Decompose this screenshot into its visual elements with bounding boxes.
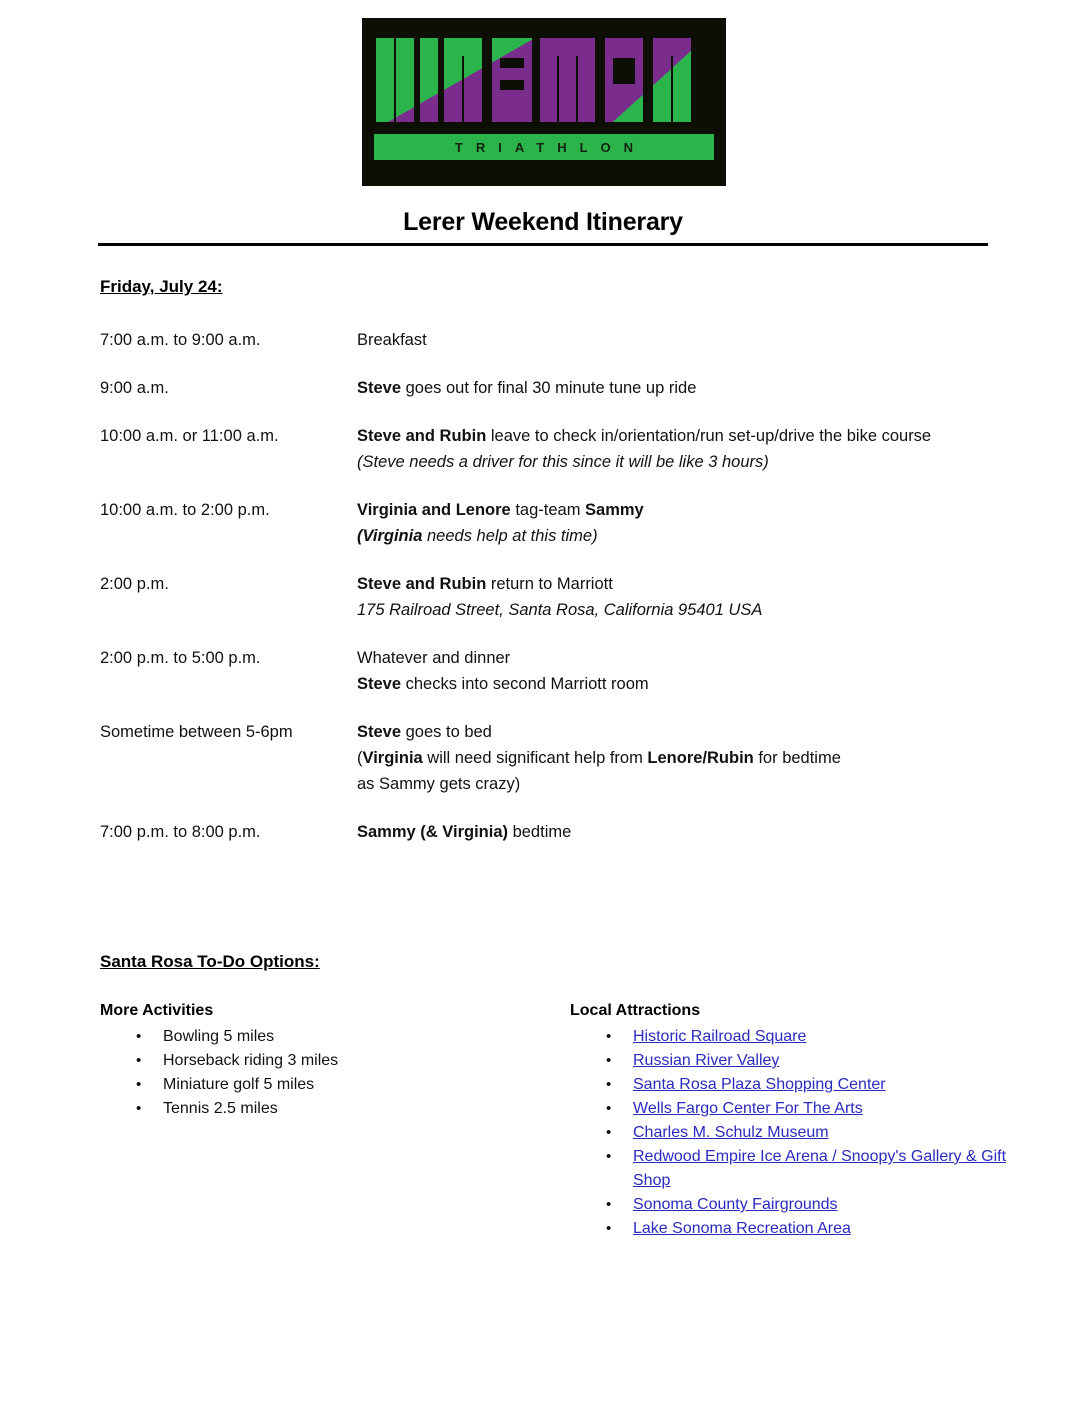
schedule-row — [100, 423, 1040, 475]
schedule-description-line — [357, 449, 1040, 475]
text-segment: Breakfast — [357, 331, 427, 349]
schedule-description — [357, 497, 1040, 549]
attraction-link[interactable]: Wells Fargo Center For The Arts — [633, 1100, 863, 1117]
schedule-description — [357, 327, 1040, 353]
text-segment: Steve — [357, 675, 402, 693]
schedule-row — [100, 497, 1040, 549]
attraction-link[interactable]: Russian River Valley — [633, 1052, 780, 1069]
schedule-description — [357, 423, 1040, 475]
schedule-description-line — [357, 597, 1040, 623]
text-segment: Virginia and Lenore — [357, 501, 511, 519]
title-divider — [98, 243, 988, 246]
logo-background — [362, 18, 726, 186]
attraction-link[interactable]: Santa Rosa Plaza Shopping Center — [633, 1076, 886, 1093]
schedule-row — [100, 327, 1040, 353]
schedule-time: 10:00 a.m. to 2:00 p.m. — [100, 501, 270, 519]
schedule-description-line — [357, 671, 1040, 697]
list-item[interactable] — [570, 1025, 1040, 1049]
section-heading-friday: Friday, July 24: — [100, 277, 223, 296]
schedule-description — [357, 375, 1040, 401]
text-segment: Virginia — [362, 749, 423, 767]
schedule-description — [357, 719, 1040, 797]
text-segment: Sammy (& Virginia) — [357, 823, 508, 841]
todo-list — [100, 1025, 570, 1121]
text-segment: goes out for final 30 minute tune up ride — [401, 379, 697, 397]
list-item[interactable] — [570, 1049, 1040, 1073]
todo-list — [570, 1025, 1040, 1241]
text-segment: (Virginia — [357, 527, 423, 545]
text-segment: ( — [357, 749, 363, 767]
schedule-description-line — [357, 745, 1040, 771]
todo-column-title: Local Attractions — [570, 1002, 701, 1019]
logo-wordmark — [374, 30, 714, 130]
attraction-link[interactable]: Historic Railroad Square — [633, 1028, 807, 1045]
text-segment: needs help at this time) — [422, 527, 598, 545]
schedule-time: Sometime between 5-6pm — [100, 723, 293, 741]
schedule-row — [100, 819, 1040, 845]
todo-column — [100, 1002, 570, 1241]
page-title: Lerer Weekend Itinerary — [403, 208, 683, 236]
list-item[interactable] — [570, 1097, 1040, 1121]
attraction-link[interactable]: Lake Sonoma Recreation Area — [633, 1220, 851, 1237]
list-item[interactable] — [570, 1145, 1040, 1193]
schedule-description-line — [357, 375, 1040, 401]
text-segment: Steve and Rubin — [357, 575, 487, 593]
text-segment: Whatever and dinner — [357, 649, 511, 667]
text-segment: (Steve needs a driver for this since it will be like 3 hours) — [357, 453, 769, 471]
schedule-description — [357, 571, 1040, 623]
schedule-time: 2:00 p.m. to 5:00 p.m. — [100, 649, 261, 667]
text-segment: leave to check in/orientation/run set-up/drive the bike course — [486, 427, 932, 445]
text-segment: Steve — [357, 379, 402, 397]
text-segment: checks into second Marriott room — [401, 675, 649, 693]
text-segment: return to Marriott — [486, 575, 613, 593]
schedule-time: 7:00 a.m. to 9:00 a.m. — [100, 331, 261, 349]
schedule-description-line — [357, 423, 1040, 449]
text-segment: Sammy — [585, 501, 644, 519]
text-segment: as Sammy gets crazy) — [357, 775, 521, 793]
schedule-row — [100, 719, 1040, 797]
schedule-time: 10:00 a.m. or 11:00 a.m. — [100, 427, 279, 445]
list-item[interactable] — [570, 1217, 1040, 1241]
schedule-description-line — [357, 327, 1040, 353]
list-item: • Tennis 2.5 miles — [100, 1097, 570, 1121]
attraction-link[interactable]: Sonoma County Fairgrounds — [633, 1196, 838, 1213]
schedule-description-line — [357, 523, 1040, 549]
schedule-time: 9:00 a.m. — [100, 379, 169, 397]
vineman-logo — [362, 18, 726, 186]
schedule-description-line — [357, 497, 1040, 523]
schedule-time: 2:00 p.m. — [100, 575, 169, 593]
schedule-description-line — [357, 819, 1040, 845]
text-segment: goes to bed — [401, 723, 492, 741]
schedule-description — [357, 645, 1040, 697]
text-segment: 175 Railroad Street, Santa Rosa, California 95401 USA — [357, 601, 763, 619]
text-segment: bedtime — [508, 823, 572, 841]
text-segment: for bedtime — [753, 749, 841, 767]
list-item[interactable] — [570, 1121, 1040, 1145]
list-item[interactable] — [570, 1193, 1040, 1217]
logo-subtitle-bar — [374, 134, 714, 160]
schedule-description-line — [357, 571, 1040, 597]
todo-columns — [100, 1002, 1040, 1241]
logo-subtitle-text: TRIATHLON — [454, 139, 647, 155]
attraction-link[interactable]: Charles M. Schulz Museum — [633, 1124, 829, 1141]
schedule-description — [357, 819, 1040, 845]
list-item[interactable] — [570, 1073, 1040, 1097]
text-segment: tag-team — [510, 501, 586, 519]
list-item: • Horseback riding 3 miles — [100, 1049, 570, 1073]
text-segment: Steve and Rubin — [357, 427, 487, 445]
section-heading-todo: Santa Rosa To-Do Options: — [100, 952, 320, 971]
schedule-time: 7:00 p.m. to 8:00 p.m. — [100, 823, 261, 841]
schedule-description-line — [357, 645, 1040, 671]
todo-column — [570, 1002, 1040, 1241]
attraction-link[interactable]: Redwood Empire Ice Arena / Snoopy's Gallery & Gift Shop — [633, 1148, 1007, 1189]
text-segment: will need significant help from — [422, 749, 648, 767]
schedule-table — [100, 327, 1040, 867]
list-item: • Miniature golf 5 miles — [100, 1073, 570, 1097]
schedule-description-line — [357, 771, 1040, 797]
list-item: • Bowling 5 miles — [100, 1025, 570, 1049]
schedule-row — [100, 571, 1040, 623]
text-segment: Lenore/Rubin — [647, 749, 754, 767]
schedule-description-line — [357, 719, 1040, 745]
schedule-row — [100, 645, 1040, 697]
schedule-row — [100, 375, 1040, 401]
text-segment: Steve — [357, 723, 402, 741]
todo-column-title: More Activities — [100, 1002, 214, 1019]
